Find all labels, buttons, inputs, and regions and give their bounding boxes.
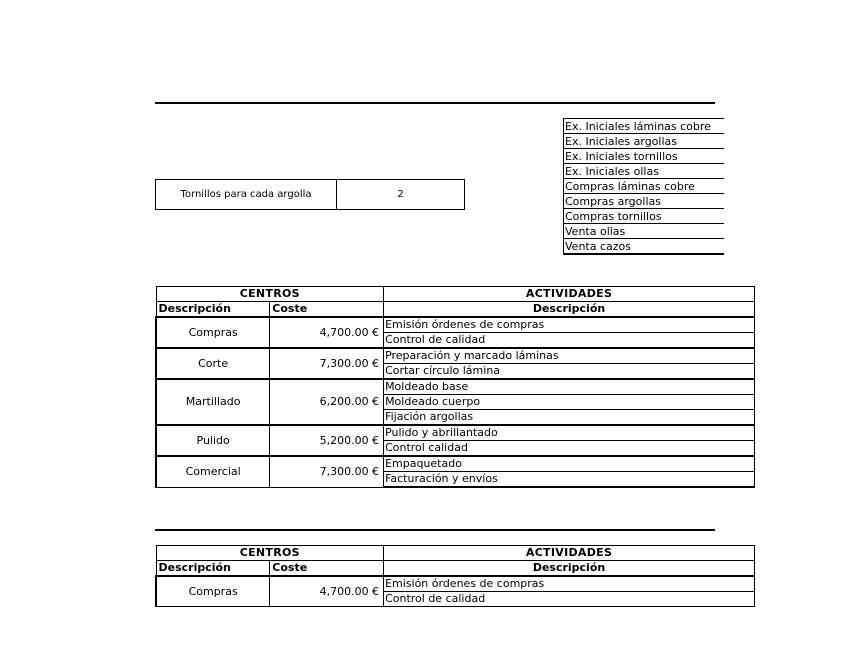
header-centros: CENTROS [156,546,384,561]
centro-name: Comercial [156,456,270,487]
centro-coste: 4,700.00 € [270,576,384,607]
inventory-item: Compras láminas cobre [564,179,724,194]
actividad: Fijación argollas [384,410,755,426]
actividad: Moldeado base [384,379,755,395]
col-descripcion: Descripción [156,561,270,577]
centro-coste: 7,300.00 € [270,456,384,487]
centro-coste: 6,200.00 € [270,379,384,425]
centro-name: Pulido [156,425,270,456]
col-coste: Coste [270,561,384,577]
centro-coste: 7,300.00 € [270,348,384,379]
header-actividades: ACTIVIDADES [384,287,755,302]
actividad: Moldeado cuerpo [384,395,755,410]
actividad: Empaquetado [384,456,755,472]
inventory-item: Ex. Iniciales láminas cobre [564,119,724,134]
section-rule-bottom [155,529,715,531]
actividad: Control de calidad [384,592,755,607]
actividad: Facturación y envíos [384,472,755,488]
header-actividades: ACTIVIDADES [384,546,755,561]
centro-name: Compras [156,576,270,607]
inventory-item: Venta cazos [564,239,724,255]
inventory-item: Ex. Iniciales ollas [564,164,724,179]
header-centros: CENTROS [156,287,384,302]
section-rule-top [155,102,715,104]
col-descripcion: Descripción [156,302,270,318]
actividad: Control calidad [384,441,755,457]
centro-name: Corte [156,348,270,379]
centro-name: Compras [156,317,270,348]
col-act-descripcion: Descripción [384,302,755,318]
centro-name: Martillado [156,379,270,425]
actividad: Pulido y abrillantado [384,425,755,441]
actividad: Control de calidad [384,333,755,349]
actividad: Preparación y marcado láminas [384,348,755,364]
parameter-box [155,179,465,210]
actividad: Cortar círculo lámina [384,364,755,380]
inventory-item: Venta ollas [564,224,724,239]
actividad: Emisión órdenes de compras [384,317,755,333]
actividad: Emisión órdenes de compras [384,576,755,592]
centros-actividades-table [155,286,755,488]
col-act-descripcion: Descripción [384,561,755,577]
centro-coste: 5,200.00 € [270,425,384,456]
inventory-item: Compras tornillos [564,209,724,224]
inventory-item: Ex. Iniciales argollas [564,134,724,149]
inventory-list [563,118,724,255]
inventory-item: Compras argollas [564,194,724,209]
parameter-value: 2 [397,189,404,200]
centro-coste: 4,700.00 € [270,317,384,348]
inventory-item: Ex. Iniciales tornillos [564,149,724,164]
col-coste: Coste [270,302,384,318]
centros-actividades-table-2 [155,545,755,607]
parameter-label: Tornillos para cada argolla [156,180,337,209]
